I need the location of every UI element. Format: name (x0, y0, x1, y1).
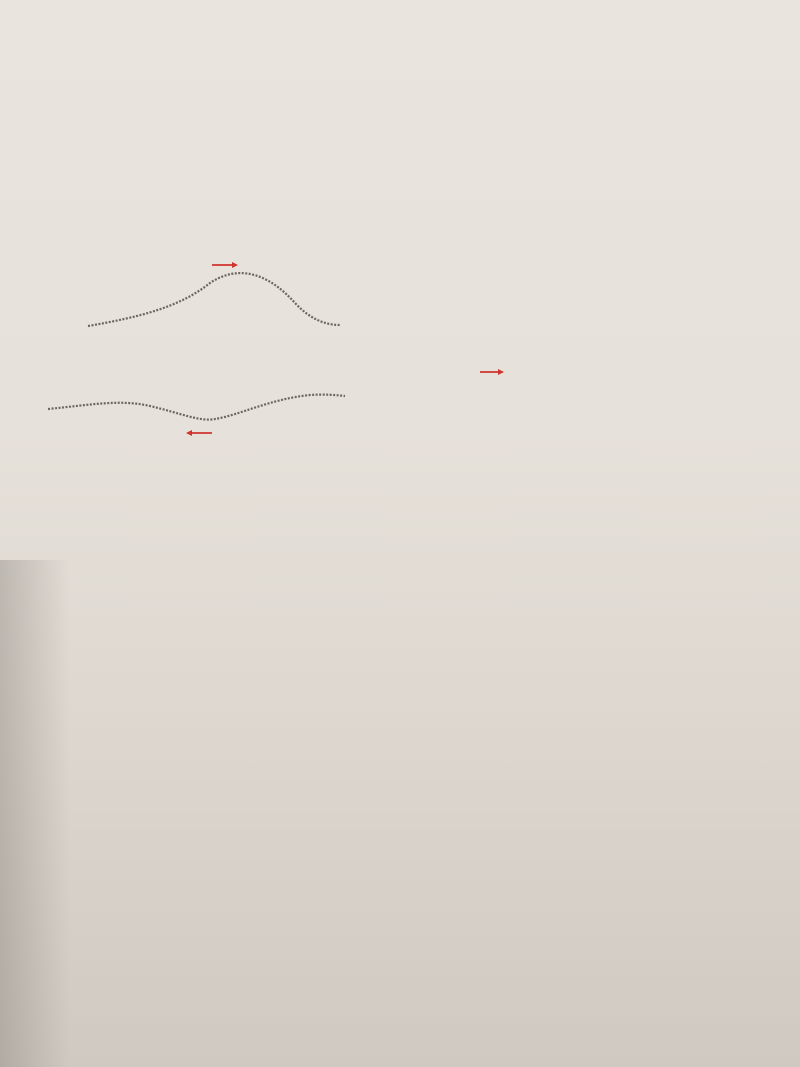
transmitted-direction-arrow (480, 369, 504, 375)
figure-caption (36, 523, 596, 538)
light-chain-incoming (88, 273, 340, 326)
incoming-direction-arrow (212, 262, 238, 268)
chain-pulse-figure (40, 255, 660, 485)
light-chain-reflected (48, 395, 345, 420)
body-text (34, 604, 634, 628)
paragraph-1 (34, 604, 634, 626)
paragraph-2 (34, 606, 634, 628)
chain-diagram (40, 255, 660, 485)
reflected-direction-arrow (186, 430, 212, 436)
intro-paragraph (44, 58, 573, 88)
page-shadow (0, 560, 70, 1067)
